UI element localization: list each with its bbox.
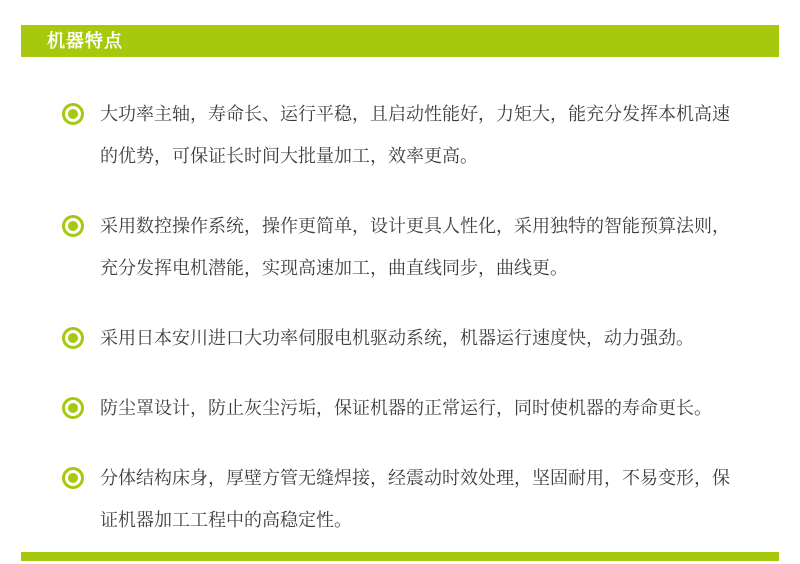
feature-text-line: 充分发挥电机潜能，实现高速加工，曲直线同步，曲线更。	[100, 258, 568, 278]
bottom-divider-bar	[21, 552, 779, 561]
feature-text-line: 的优势，可保证长时间大批量加工，效率更高。	[100, 146, 478, 166]
feature-text	[100, 457, 730, 541]
feature-item	[62, 387, 766, 429]
feature-text-line: 大功率主轴，寿命长、运行平稳，且启动性能好，力矩大，能充分发挥本机高速	[100, 104, 730, 124]
feature-text-line: 防尘罩设计，防止灰尘污垢，保证机器的正常运行，同时使机器的寿命更长。	[100, 398, 712, 418]
feature-item	[62, 93, 766, 177]
feature-text-line: 证机器加工工程中的高稳定性。	[100, 510, 352, 530]
feature-list	[62, 93, 766, 541]
feature-text-line: 分体结构床身，厚壁方管无缝焊接，经震动时效处理，坚固耐用，不易变形，保	[100, 468, 730, 488]
target-circle-icon	[62, 397, 84, 419]
section-title: 机器特点	[47, 31, 123, 51]
feature-text	[100, 93, 730, 177]
section-header	[21, 25, 779, 57]
target-circle-dot	[68, 109, 78, 119]
feature-item	[62, 457, 766, 541]
feature-text	[100, 317, 694, 359]
target-circle-dot	[68, 221, 78, 231]
target-circle-icon	[62, 327, 84, 349]
target-circle-dot	[68, 333, 78, 343]
feature-text-line: 采用日本安川进口大功率伺服电机驱动系统，机器运行速度快，动力强劲。	[100, 328, 694, 348]
feature-text	[100, 387, 712, 429]
feature-text-line: 采用数控操作系统，操作更简单，设计更具人性化，采用独特的智能预算法则，	[100, 216, 730, 236]
feature-item	[62, 317, 766, 359]
target-circle-dot	[68, 403, 78, 413]
target-circle-icon	[62, 103, 84, 125]
feature-item	[62, 205, 766, 289]
feature-text	[100, 205, 730, 289]
target-circle-icon	[62, 467, 84, 489]
target-circle-icon	[62, 215, 84, 237]
target-circle-dot	[68, 473, 78, 483]
